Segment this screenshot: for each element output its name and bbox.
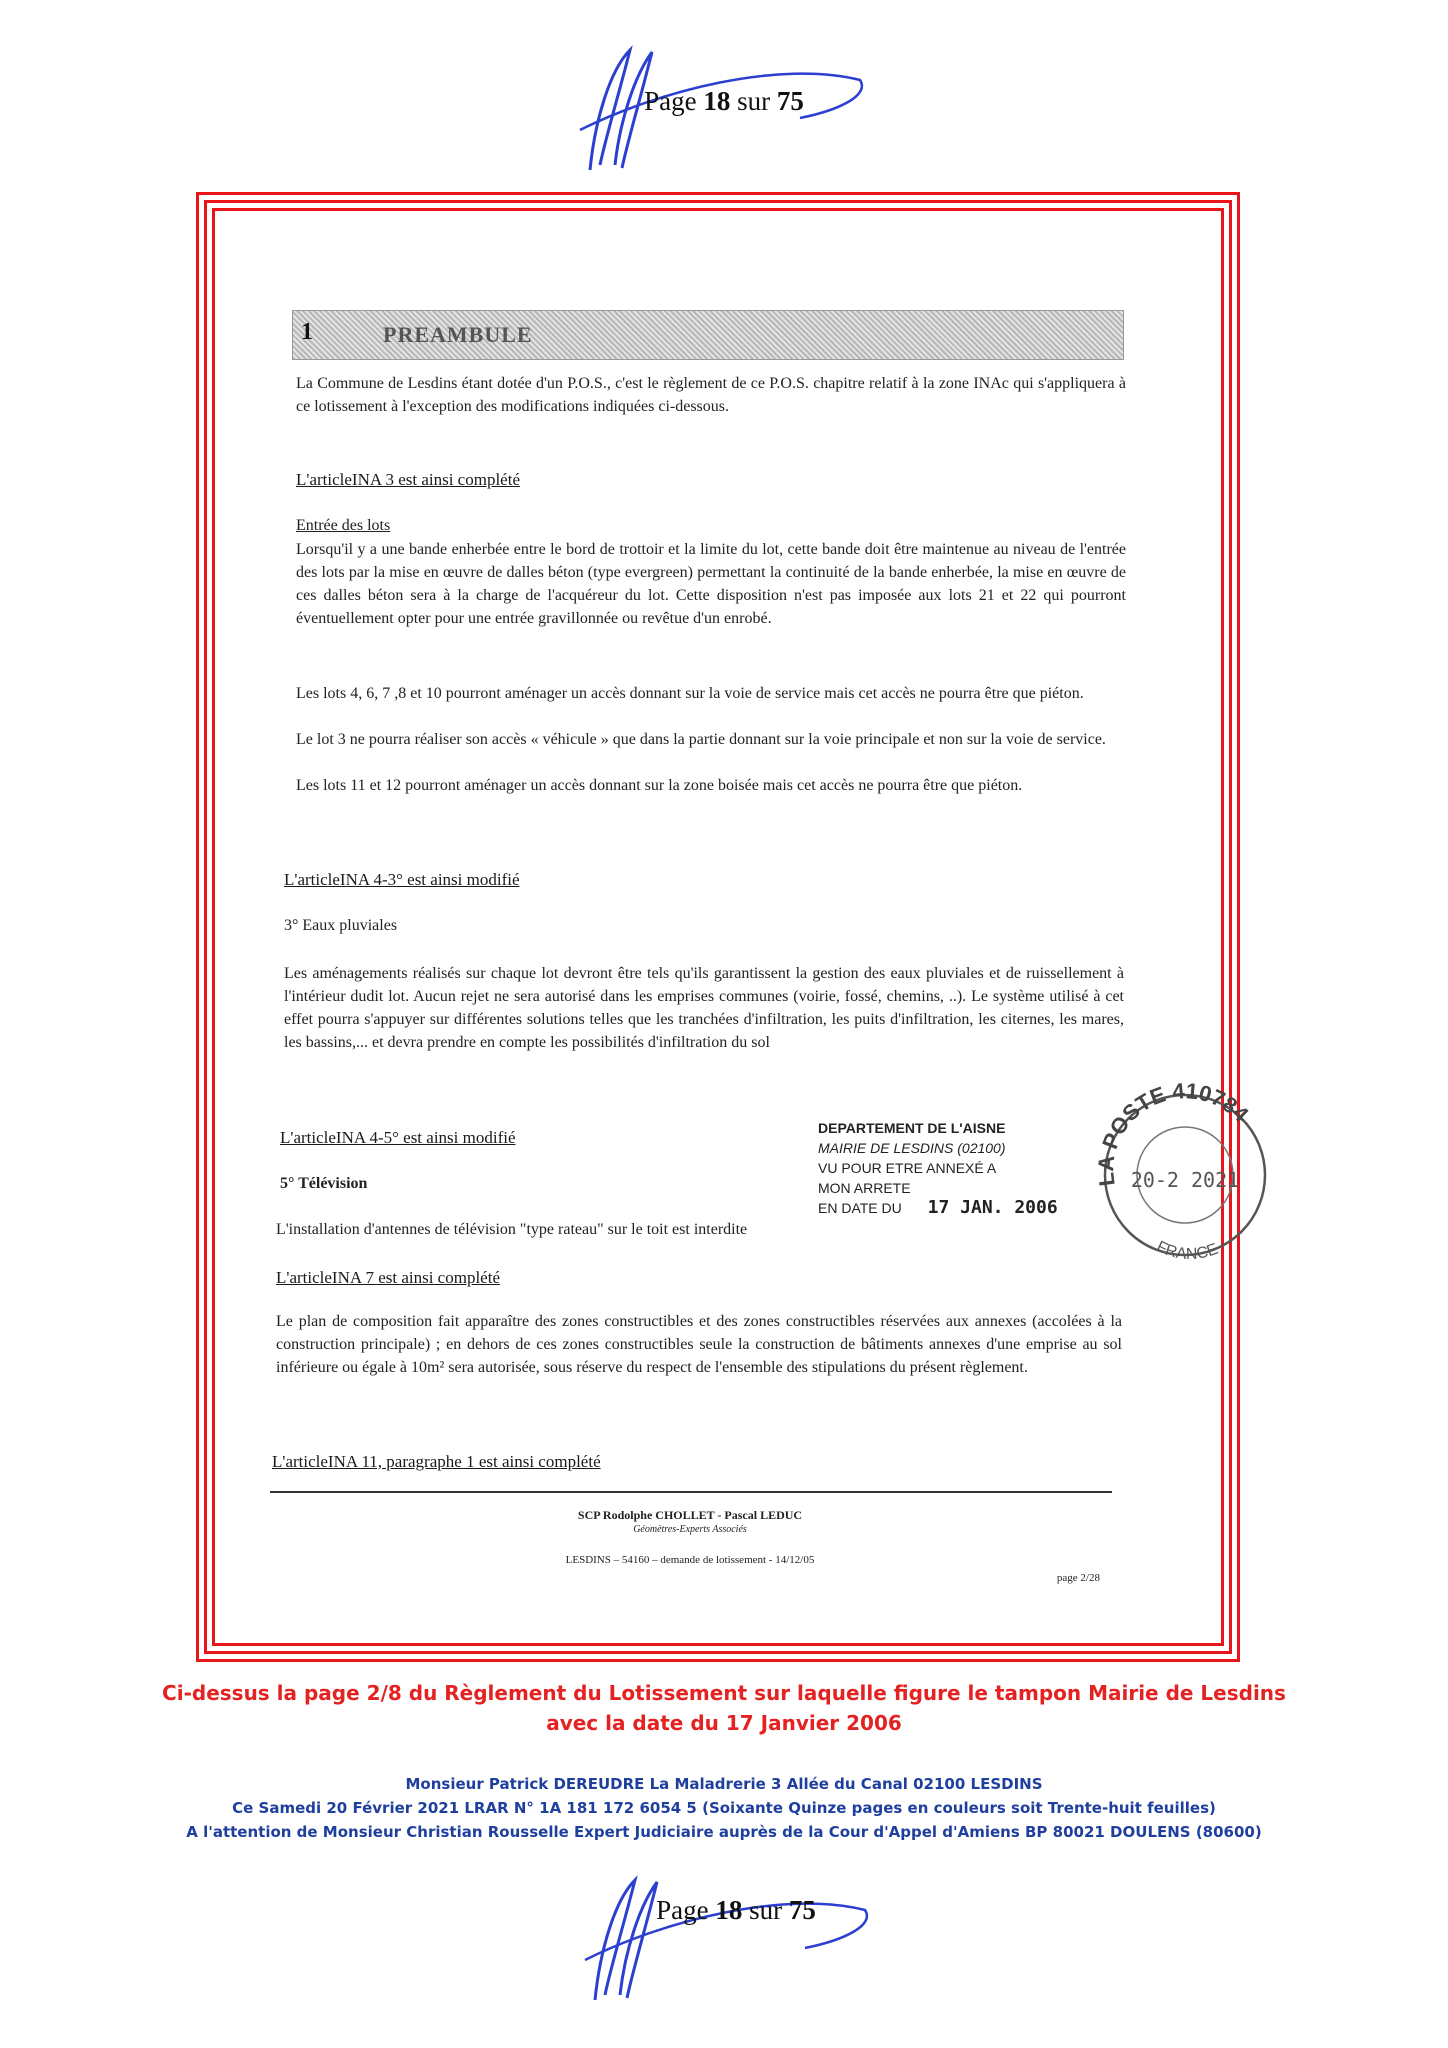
mairie-stamp-line4: MON ARRETE [818, 1180, 911, 1196]
signature-bottom [545, 1860, 885, 2015]
intro-paragraph: La Commune de Lesdins étant dotée d'un P.O.S., c'est le règlement de ce P.O.S. chapitre relatif à la zone INAc qui s'appliquera à ce lotissement à l'exception des modifications indiquées ci-dessous. [296, 375, 1126, 415]
mairie-stamp-date: 17 JAN. 2006 [927, 1197, 1058, 1218]
address-line-1: Monsieur Patrick DEREUDRE La Maladrerie 3 Allée du Canal 02100 LESDINS [405, 1775, 1043, 1793]
mairie-stamp-line5: EN DATE DU [818, 1200, 902, 1216]
svg-text:FRANCE [1154, 1238, 1221, 1263]
address-line-3: A l'attention de Monsieur Christian Rousselle Expert Judiciaire auprès de la Cour d'Appel d'Amiens BP 80021 DOULENS (80600) [186, 1823, 1262, 1841]
art4-3-heading: L'articleINA 4-3° est ainsi modifié [284, 870, 520, 889]
caption-line-2: avec la date du 17 Janvier 2006 [546, 1711, 902, 1735]
footer-page: page 2/28 [1056, 1572, 1100, 1584]
section-band [292, 310, 1124, 360]
post-stamp-bottom-text: FRANCE [1153, 1238, 1221, 1264]
art3-paragraph-3: Le lot 3 ne pourra réaliser son accès « véhicule » que dans la partie donnant sur la voie principale et non sur la voie de service. [296, 731, 1106, 748]
mairie-stamp-line3: VU POUR ETRE ANNEXÉ A [818, 1160, 997, 1176]
art4-5-heading: L'articleINA 4-5° est ainsi modifié [280, 1128, 516, 1147]
art3-paragraph-4: Les lots 11 et 12 pourront aménager un accès donnant sur la zone boisée mais cet accès ne pourra être que piéton. [296, 777, 1023, 794]
mairie-stamp-line1: DEPARTEMENT DE L'AISNE [818, 1120, 1006, 1136]
art4-5-paragraph: L'installation d'antennes de télévision "type rateau" sur le toit est interdite [276, 1221, 748, 1238]
art3-paragraph-2: Les lots 4, 6, 7 ,8 et 10 pourront aménager un accès donnant sur la voie de service mais cet accès ne pourra être que piéton. [296, 685, 1084, 702]
art7-heading: L'articleINA 7 est ainsi complété [276, 1268, 500, 1287]
footer-firm-sub: Géomètres-Experts Associés [633, 1524, 747, 1535]
page-number-top: Page 18 sur 75 [644, 86, 804, 116]
post-stamp [1085, 1075, 1285, 1280]
caption-line-1: Ci-dessus la page 2/8 du Règlement du Lotissement sur laquelle figure le tampon Mairie de Lesdins [162, 1681, 1286, 1705]
art7-paragraph: Le plan de composition fait apparaître des zones constructibles et des zones constructibles réservées aux annexes (accolées à la construction principale) ; en dehors de ces zones constructibles seule la construction de bâtiments annexes d'une emprise au sol inférieure ou égale à 10m² sera autorisée, sous réserve du respect de l'ensemble des stipulations du présent règlement. [276, 1313, 1122, 1376]
post-stamp-top-text: LA POSTE 410784 [1093, 1078, 1254, 1188]
page-number-bottom: Page 18 sur 75 [656, 1895, 816, 1925]
section-title: PREAMBULE [383, 322, 533, 347]
document-footer-rule [270, 1491, 1112, 1493]
art4-3-subheading: 3° Eaux pluviales [284, 917, 398, 934]
address-line-2: Ce Samedi 20 Février 2021 LRAR N° 1A 181 172 6054 5 (Soixante Quinze pages en couleurs soit Trente-huit feuilles) [232, 1799, 1216, 1817]
post-stamp-date: 20-2 2021 [1130, 1168, 1240, 1192]
mairie-stamp [818, 1118, 1058, 1218]
art4-5-subheading: 5° Télévision [280, 1175, 368, 1192]
section-number: 1 [301, 319, 313, 345]
art3-subheading: Entrée des lots [296, 517, 391, 534]
footer-firm: SCP Rodolphe CHOLLET - Pascal LEDUC [577, 1508, 803, 1522]
art3-paragraph-1: Lorsqu'il y a une bande enherbée entre le bord de trottoir et la limite du lot, cette bande doit être maintenue au niveau de l'entrée des lots par la mise en œuvre de dalles béton (type evergreen) permettant la continuité de la bande enherbée, la mise en œuvre de ces dalles béton sera à la charge de l'acquéreur du lot. Cette disposition n'est pas imposée aux lots 21 et 22 qui pourront éventuellement opter pour une entrée gravillonnée ou revêtue d'un enrobé. [296, 541, 1126, 627]
art11-heading: L'articleINA 11, paragraphe 1 est ainsi complété [272, 1452, 601, 1471]
mairie-stamp-line2: MAIRIE DE LESDINS (02100) [818, 1140, 1006, 1156]
art3-heading: L'articleINA 3 est ainsi complété [296, 470, 520, 489]
footer-reference: LESDINS – 54160 – demande de lotissement - 14/12/05 [565, 1554, 815, 1566]
art4-3-paragraph: Les aménagements réalisés sur chaque lot devront être tels qu'ils garantissent la gestion des eaux pluviales et de ruissellement à l'intérieur dudit lot. Aucun rejet ne sera autorisé dans les emprises communes (voirie, fossé, chemins, ..). Le système utilisé à cet effet pourra s'appuyer sur différentes solutions telles que les tranchées d'infiltration, les puits d'infiltration, les citernes, les mares, les bassins,... et devra prendre en compte les possibilités d'infiltration du sol [284, 965, 1124, 1051]
